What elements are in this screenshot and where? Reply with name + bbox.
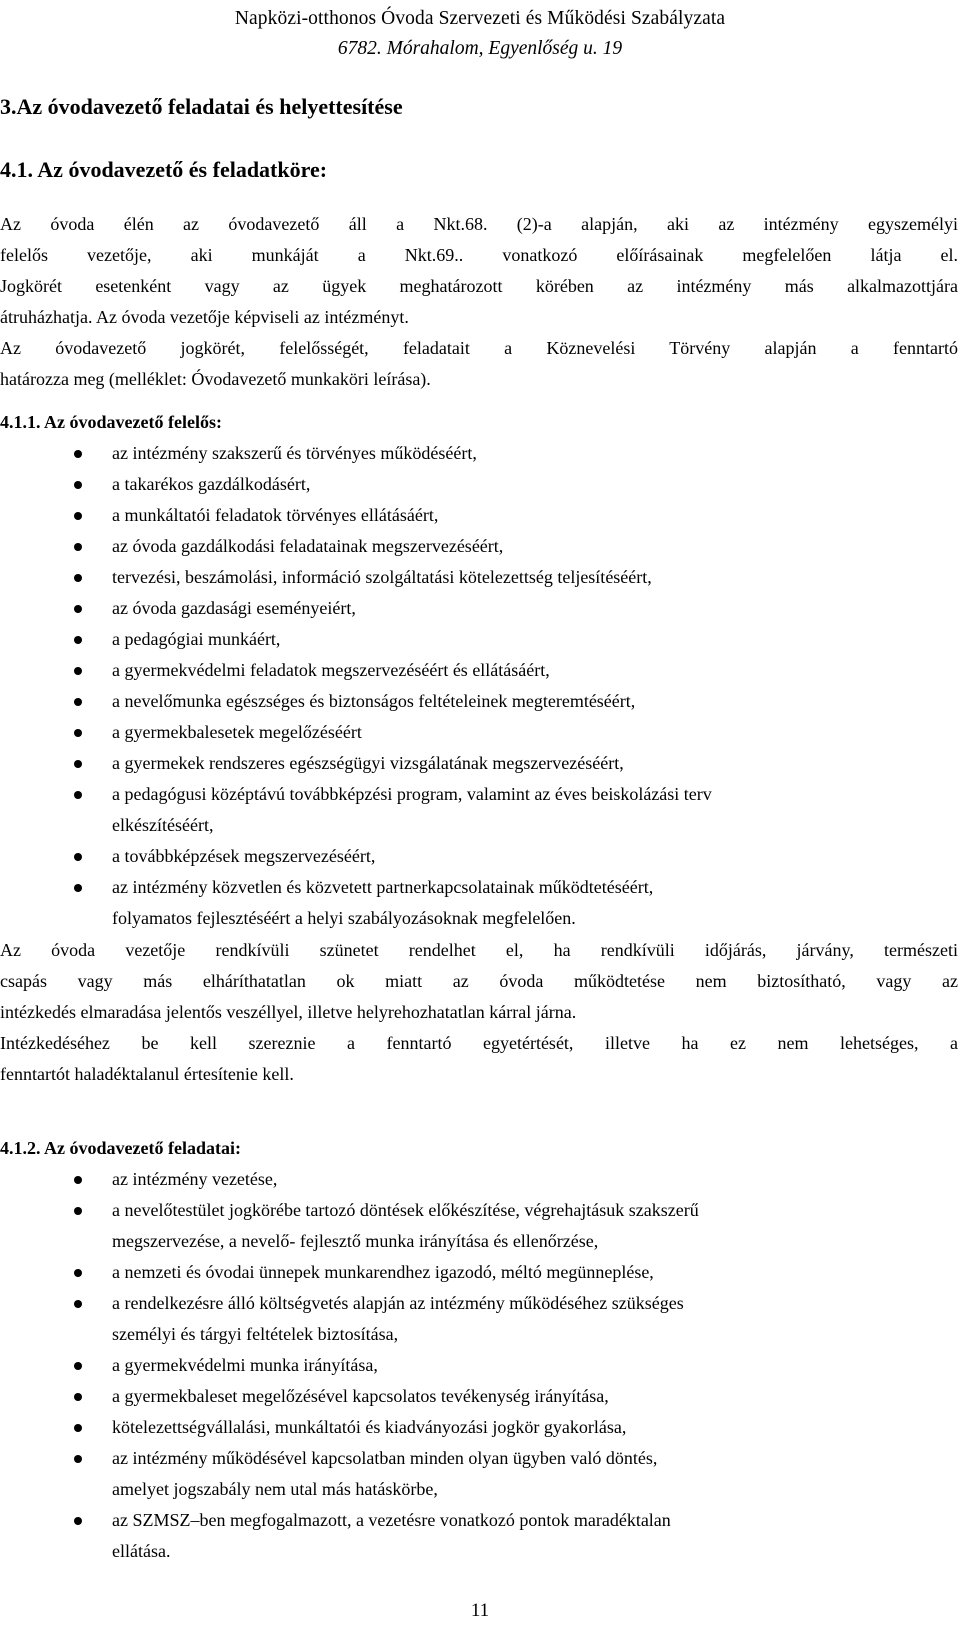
list-item: a gyermekek rendszeres egészségügyi vizsgálatának megszervezéséért, (0, 748, 958, 779)
text-line: Az óvoda vezetője rendkívüli szünetet rendelhet el, ha rendkívüli időjárás, járvány, természeti (0, 940, 958, 960)
bullet-icon (74, 450, 82, 458)
section-heading: 4.1. Az óvodavezető és feladatköre: (0, 157, 328, 182)
bullet-icon (74, 605, 82, 613)
list-item-continuation: megszervezése, a nevelő- fejlesztő munka irányítása és ellenőrzése, (112, 1231, 599, 1251)
list-item: a gyermekvédelmi munka irányítása, (0, 1350, 958, 1381)
list-item: a nevelőtestület jogkörébe tartozó döntések előkészítése, végrehajtásuk szakszerű megszervezése, a nevelő- fejlesztő munka irányítása és ellenőrzése, (0, 1195, 958, 1257)
section-tasks (0, 1133, 958, 1567)
list-item: a nevelőmunka egészséges és biztonságos feltételeinek megteremtéséért, (0, 686, 958, 717)
bullet-icon (74, 1424, 82, 1432)
list-item: a rendelkezésre álló költségvetés alapján az intézmény működéséhez szükséges személyi és tárgyi feltételek biztosítása, (0, 1288, 958, 1350)
bullet-icon (74, 1176, 82, 1184)
text-line: Az óvoda élén az óvodavezető áll a Nkt.68. (2)-a alapján, aki az intézmény egyszemélyi (0, 214, 958, 234)
bullet-icon (74, 481, 82, 489)
page-header (0, 4, 960, 64)
list-item: az óvoda gazdálkodási feladatainak megszervezéséért, (0, 531, 958, 562)
intro-paragraph-1 (0, 209, 958, 271)
bullet-icon (74, 729, 82, 737)
bullet-icon (74, 884, 82, 892)
text-line: határozza meg (melléklet: Óvodavezető munkaköri leírása). (0, 369, 431, 389)
list-item-continuation: személyi és tárgyi feltételek biztosítása, (112, 1324, 399, 1344)
list-item: a pedagógusi középtávú továbbképzési program, valamint az éves beiskolázási terv elkészítéséért, (0, 779, 958, 841)
text-line: Intézkedéséhez be kell szereznie a fenntartó egyetértését, illetve ha ez nem lehetséges, a (0, 1033, 958, 1053)
bullet-icon (74, 760, 82, 768)
header-address: 6782. Mórahalom, Egyenlőség u. 19 (337, 38, 623, 59)
text-line: felelős vezetője, aki munkáját a Nkt.69.. vonatkozó előírásainak megfelelően látja el. (0, 245, 958, 265)
bullet-icon (74, 512, 82, 520)
list-item: a pedagógiai munkáért, (0, 624, 958, 655)
list-item: a továbbképzések megszervezéséért, (0, 841, 958, 872)
list-item: a gyermekbalesetek megelőzéséért (0, 717, 958, 748)
list-item: az intézmény közvetlen és közvetett partnerkapcsolatainak működtetéséért, folyamatos fejlesztéséért a helyi szabályozásoknak megfelelően. (0, 872, 958, 934)
intro-text (0, 209, 958, 395)
subsection-heading-tasks (0, 1133, 958, 1164)
text-line: Az óvodavezető jogkörét, felelősségét, feladatait a Köznevelési Törvény alapján a fenntartó (0, 338, 958, 358)
list-item: az óvoda gazdasági eseményeiért, (0, 593, 958, 624)
text-line: fenntartót haladéktalanul értesítenie kell. (0, 1064, 294, 1084)
list-item: kötelezettségvállalási, munkáltatói és kiadványozási jogkör gyakorlása, (0, 1412, 958, 1443)
text-line: csapás vagy más elháríthatatlan ok miatt az óvoda működtetése nem biztosítható, vagy az (0, 971, 958, 991)
list-item: a takarékos gazdálkodásért, (0, 469, 958, 500)
intro-paragraph-2 (0, 271, 958, 333)
task-list (0, 1164, 958, 1567)
text-line: Jogkörét esetenként vagy az ügyek meghatározott körében az intézmény más alkalmazottjára (0, 276, 958, 296)
bullet-icon (74, 853, 82, 861)
subsection-number: 4.1.1. (0, 412, 41, 432)
closure-paragraph-1 (0, 935, 958, 1028)
bullet-icon (74, 1455, 82, 1463)
subsection-title: Az óvodavezető felelős: (44, 412, 222, 432)
section-responsible (0, 407, 958, 934)
bullet-icon (74, 1362, 82, 1370)
responsibility-list (0, 438, 958, 934)
list-item: az intézmény működésével kapcsolatban minden olyan ügyben való döntés, amelyet jogszabály nem utal más hatáskörbe, (0, 1443, 958, 1505)
bullet-icon (74, 698, 82, 706)
bullet-icon (74, 1300, 82, 1308)
intro-paragraph-3 (0, 333, 958, 395)
subsection-title: Az óvodavezető feladatai: (44, 1138, 241, 1158)
text-line: intézkedés elmaradása jelentős veszéllyel, illetve helyrehozhatatlan kárral járna. (0, 1002, 577, 1022)
text-line: átruházhatja. Az óvoda vezetője képviseli az intézményt. (0, 307, 409, 327)
list-item: a munkáltatói feladatok törvényes ellátásáért, (0, 500, 958, 531)
bullet-icon (74, 1517, 82, 1525)
list-item-continuation: ellátása. (112, 1541, 171, 1561)
list-item: az intézmény vezetése, (0, 1164, 958, 1195)
list-item-continuation: folyamatos fejlesztéséért a helyi szabályozásoknak megfelelően. (112, 908, 576, 928)
bullet-icon (74, 791, 82, 799)
subsection-number: 4.1.2. (0, 1138, 41, 1158)
subsection-heading-responsible (0, 407, 958, 438)
page-number: 11 (470, 1600, 490, 1621)
closure-paragraph-2 (0, 1028, 958, 1090)
bullet-icon (74, 1393, 82, 1401)
chapter-heading: 3.Az óvodavezető feladatai és helyettesítése (0, 94, 403, 119)
list-item: a gyermekbaleset megelőzésével kapcsolatos tevékenység irányítása, (0, 1381, 958, 1412)
list-item: a gyermekvédelmi feladatok megszervezéséért és ellátásáért, (0, 655, 958, 686)
bullet-icon (74, 636, 82, 644)
bullet-icon (74, 667, 82, 675)
bullet-icon (74, 1207, 82, 1215)
header-title: Napközi-otthonos Óvoda Szervezeti és Működési Szabályzata (234, 8, 726, 29)
bullet-icon (74, 543, 82, 551)
closure-text (0, 935, 958, 1090)
list-item-continuation: amelyet jogszabály nem utal más hatáskörbe, (112, 1479, 438, 1499)
list-item: tervezési, beszámolási, információ szolgáltatási kötelezettség teljesítéséért, (0, 562, 958, 593)
bullet-icon (74, 1269, 82, 1277)
list-item: az intézmény szakszerű és törvényes működéséért, (0, 438, 958, 469)
list-item: az SZMSZ–ben megfogalmazott, a vezetésre vonatkozó pontok maradéktalan ellátása. (0, 1505, 958, 1567)
list-item: a nemzeti és óvodai ünnepek munkarendhez igazodó, méltó megünneplése, (0, 1257, 958, 1288)
bullet-icon (74, 574, 82, 582)
list-item-continuation: elkészítéséért, (112, 815, 214, 835)
